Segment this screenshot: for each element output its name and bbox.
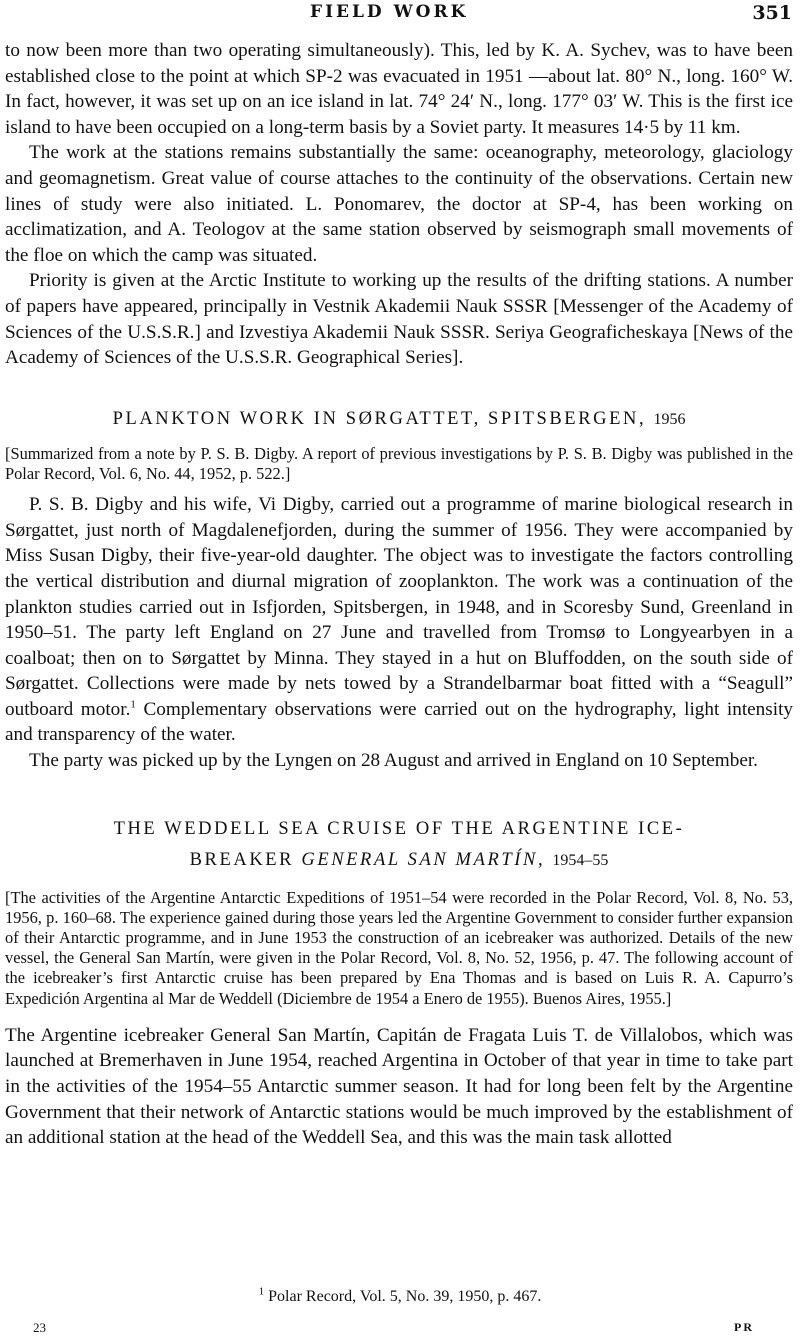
plankton-paragraph-2: The party was picked up by the Lyngen on 28 August and arrived in England on 10 September. <box>29 750 758 772</box>
footnote <box>0 1285 800 1306</box>
footnote-reference: 1 <box>130 698 136 711</box>
plankton-editor-note: [Summarized from a note by P. S. B. Digby. A report of previous investigations by P. S. B. Digby was published in the Polar Record, Vol. 6, No. 44, 1952, p. 522.] <box>5 443 793 483</box>
article-body <box>5 38 793 1151</box>
weddell-title-line-1: THE WEDDELL SEA CRUISE OF THE ARGENTINE ICE- <box>113 818 685 839</box>
plankton-paragraph-1-end: Complementary observations were carried out on the hydrography, light intensity and transparency of the water. <box>5 698 793 746</box>
weddell-editor-note: [The activities of the Argentine Antarctic Expeditions of 1951–54 were recorded in the Polar Record, Vol. 8, No. 53, 1956, p. 160–68. The experience gained during those years led the Argentine Government to consider further expansion of their Antarctic programme, and in June 1953 the construction of an icebreaker was authorized. Details of the new vessel, the General San Martín, were given in the Polar Record, Vol. 8, No. 52, 1956, p. 47. The following account of the icebreaker’s first Antarctic cruise has been prepared by Ena Thomas and is based on Luis R. A. Capurro’s Expedición Argentina al Mar de Weddell (Diciembre de 1954 a Enero de 1955). Buenos Aires, 1955.] <box>5 887 793 1008</box>
plankton-title-text: PLANKTON WORK IN SØRGATTET, SPITSBERGEN, <box>112 408 647 429</box>
weddell-title-year: 1954–55 <box>552 851 609 869</box>
footnote-text: Polar Record, Vol. 5, No. 39, 1950, p. 467. <box>264 1288 542 1305</box>
footnote-marker: 1 <box>258 1285 265 1298</box>
plankton-title-year: 1956 <box>653 410 686 428</box>
intro-paragraph-1: to now been more than two operating simultaneously). This, led by K. A. Sychev, was to have been established close to the point at which SP-2 was evacuated in 1951 —about lat. 80° N., long. 160° W. In fact, however, it was set up on an ice island in lat. 74° 24′ N., long. 177° 03′ W. This is the first ice island to have been occupied on a long-term basis by a Soviet party. It measures 14·5 by 11 km. <box>5 40 793 138</box>
plankton-section-title <box>5 409 793 430</box>
signature-mark-left: 23 <box>33 1320 46 1335</box>
running-title: FIELD WORK <box>310 2 469 22</box>
weddell-title-prefix: BREAKER <box>189 849 295 870</box>
plankton-paragraph-1 <box>5 492 793 748</box>
weddell-title-ship: GENERAL SAN MARTÍN, <box>301 849 546 870</box>
signature-mark-right: PR <box>734 1320 754 1334</box>
weddell-section-title <box>5 814 793 876</box>
weddell-section <box>5 814 793 1151</box>
intro-paragraph-3: Priority is given at the Arctic Institute to working up the results of the drifting stations. A number of papers have appeared, principally in Vestnik Akademii Nauk SSSR [Messenger of the Academy of Sciences of the U.S.S.R.] and Izvestiya Akademii Nauk SSSR. Seriya Geograficheskaya [News of the Academy of Sciences of the U.S.S.R. Geographical Series]. <box>5 270 793 369</box>
page-number: 351 <box>752 2 792 24</box>
plankton-paragraph-1-text: P. S. B. Digby and his wife, Vi Digby, carried out a programme of marine biological research in Sørgattet, just north of Magdalenefjorden, during the summer of 1956. They were accompanied by Miss Susan Digby, their five-year-old daughter. The object was to investigate the factors controlling the vertical distribution and diurnal migration of zooplankton. The work was a continuation of the plankton studies carried out in Isfjorden, Spitsbergen, in 1948, and in Scoresby Sund, Greenland in 1950–51. The party left England on 27 June and travelled from Tromsø to Longyearbyen in a coalboat; then on to Sørgattet by Minna. They stayed in a hut on Bluffodden, on the south side of Sørgattet. Collections were made by nets towed by a Strandelbarmar boat fitted with a “Seagull” outboard motor. <box>5 494 793 720</box>
running-header <box>0 2 800 28</box>
intro-section <box>5 38 793 371</box>
weddell-paragraph-1: The Argentine icebreaker General San Martín, Capitán de Fragata Luis T. de Villalobos, which was launched at Bremerhaven in June 1954, reached Argentina in October of that year in time to take part in the activities of the 1954–55 Antarctic summer season. It had for long been felt by the Argentine Government that their network of Antarctic stations would be much improved by the establishment of an additional station at the head of the Weddell Sea, and this was the main task allotted <box>5 1024 793 1149</box>
plankton-section <box>5 409 793 774</box>
weddell-title-line-2 <box>5 845 793 876</box>
intro-paragraph-2: The work at the stations remains substantially the same: oceanography, meteorology, glaciology and geomagnetism. Great value of course attaches to the continuity of the observations. Certain new lines of study were also initiated. L. Ponomarev, the doctor at SP-4, has been working on acclimatization, and A. Teologov at the same station observed by seismograph small movements of the floe on which the camp was situated. <box>5 142 793 266</box>
